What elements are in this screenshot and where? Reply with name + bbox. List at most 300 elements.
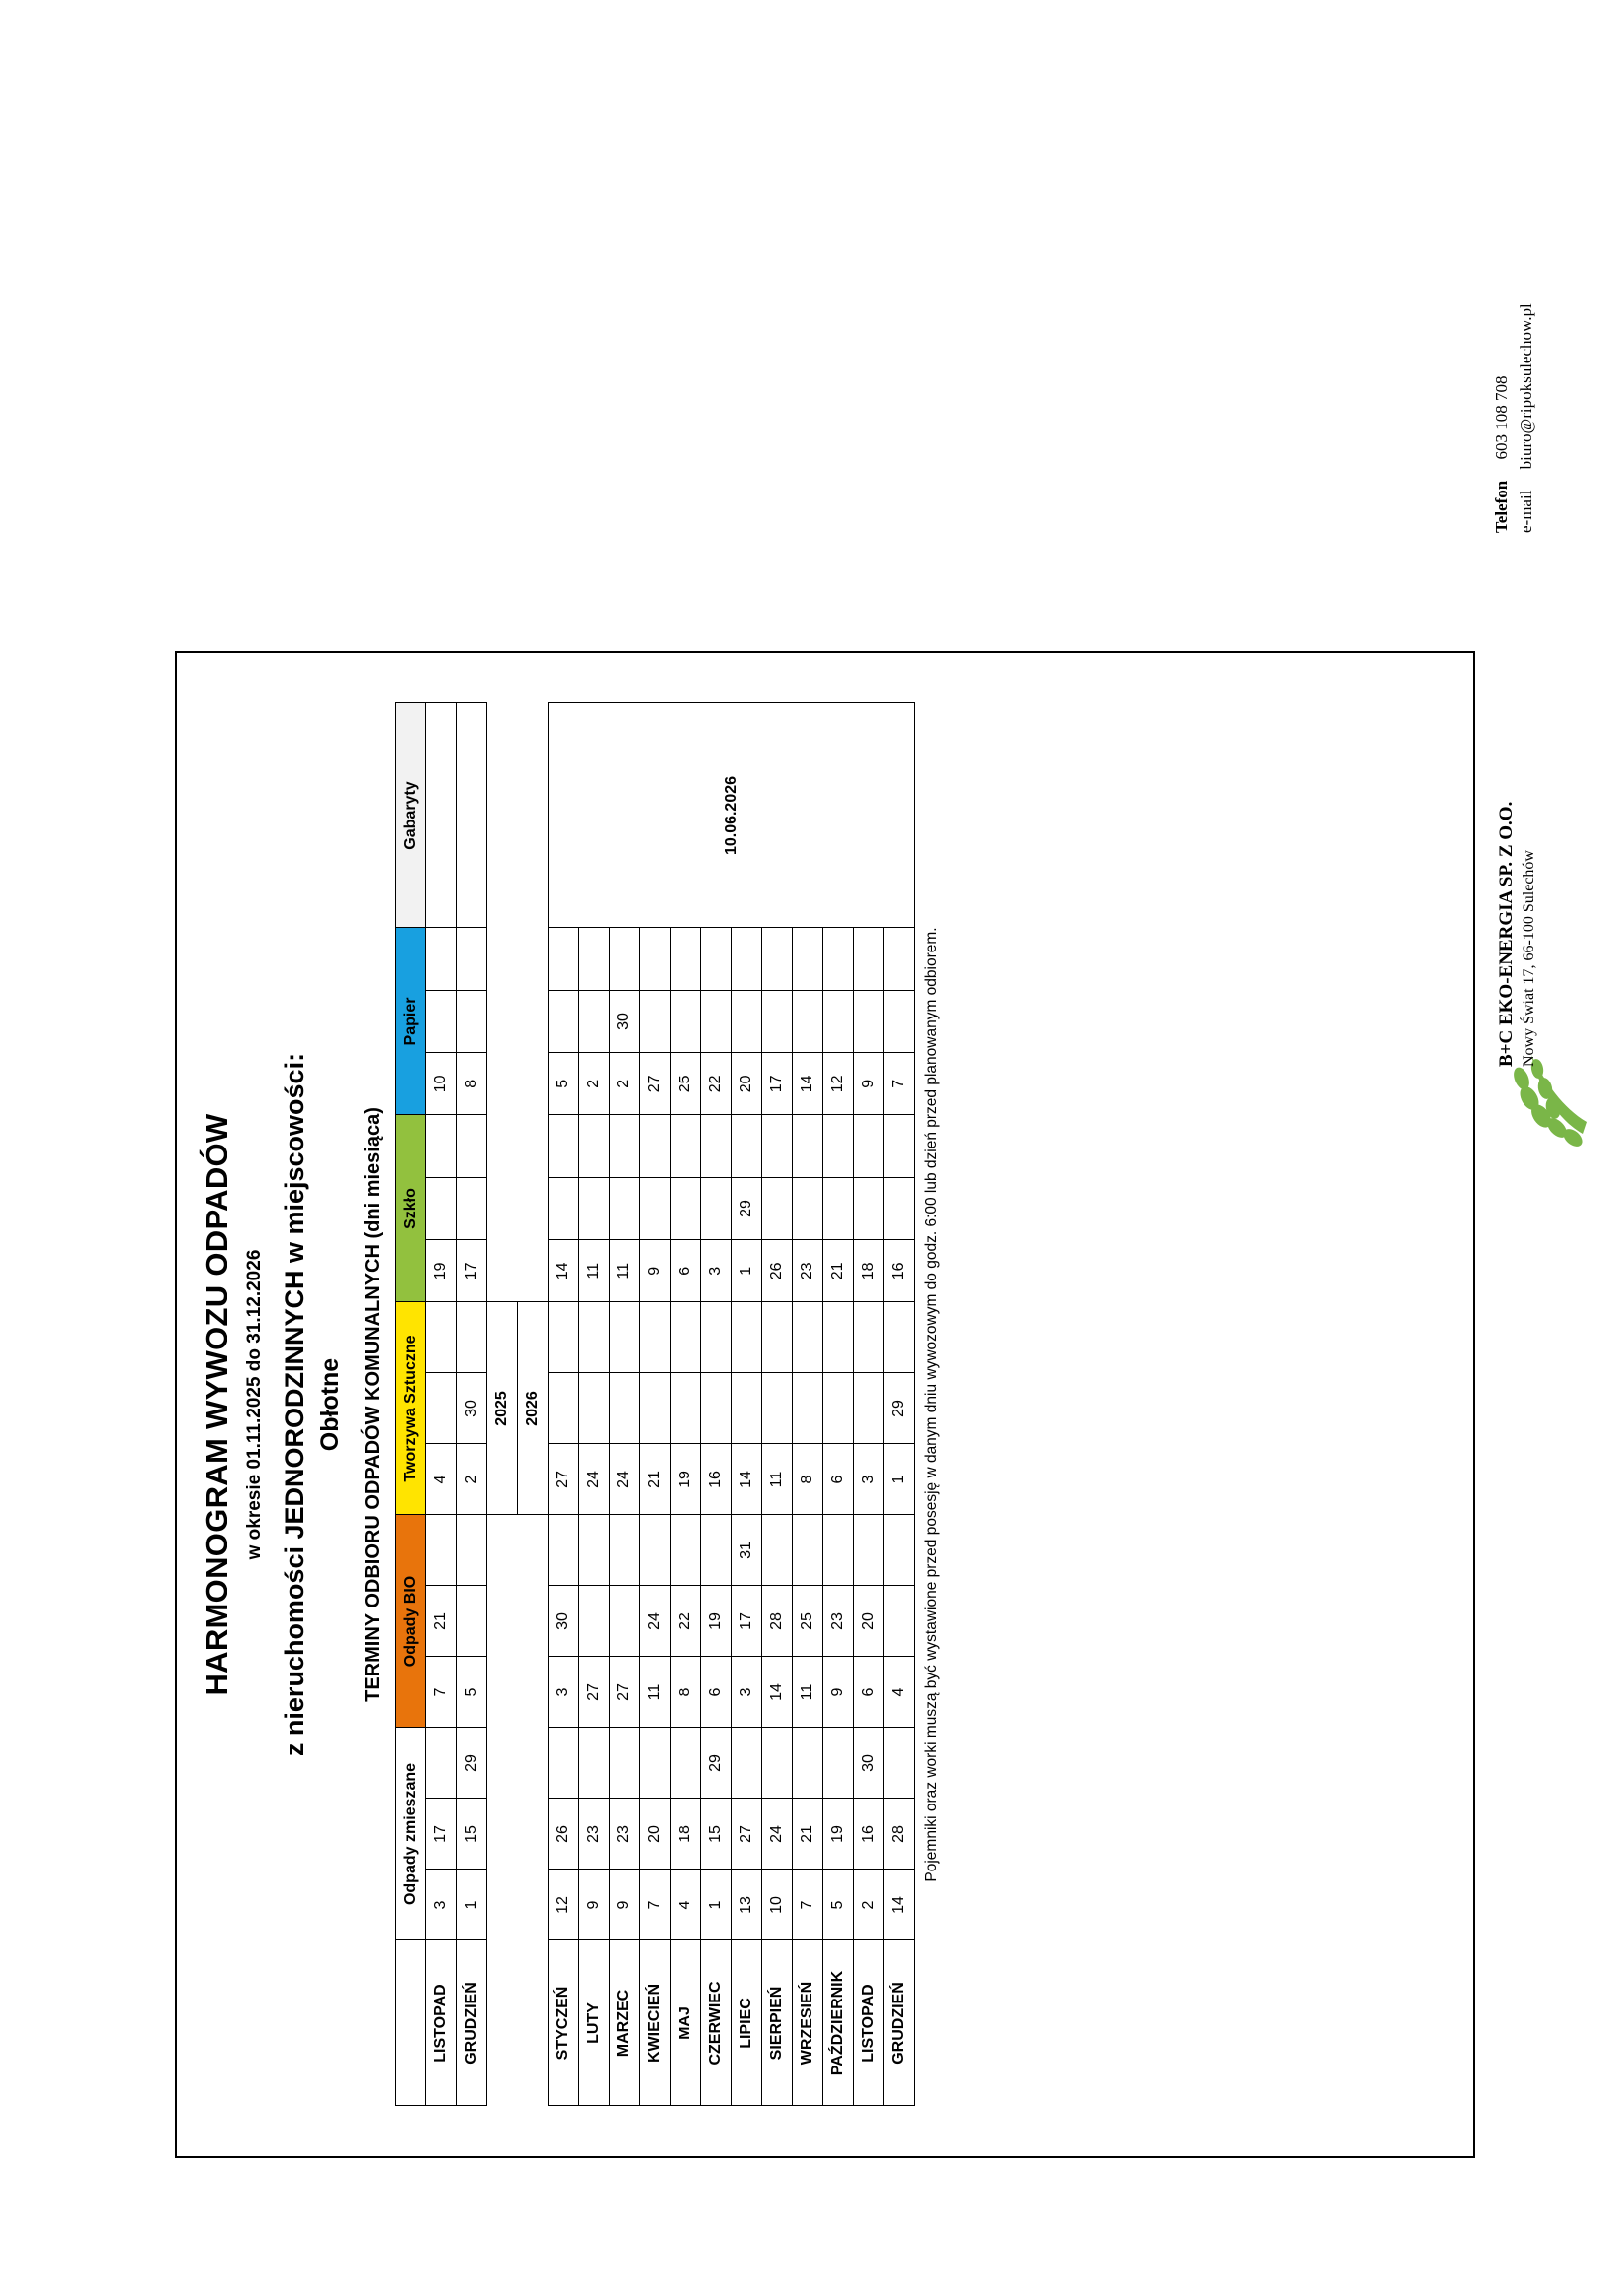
cell-mixed-slot-1: 4 xyxy=(671,1870,700,1940)
cell-paper-slot-3 xyxy=(793,929,822,990)
cell-bio-slot-1: 7 xyxy=(426,1657,456,1728)
cell-plastic-slot-2 xyxy=(823,1373,853,1444)
cell-glass xyxy=(854,1115,884,1302)
cell-plastic-slot-1: 14 xyxy=(732,1444,761,1515)
cell-mixed-slot-3: 30 xyxy=(860,1754,876,1772)
cell-plastic-slot-3 xyxy=(640,1303,670,1373)
year-row-2025 xyxy=(487,703,518,2106)
cell-paper-slot-1: 12 xyxy=(823,1052,853,1114)
cell-paper-slot-2 xyxy=(762,990,792,1052)
cell-plastic-slot-2 xyxy=(610,1373,639,1444)
cell-plastic-slot-2: 30 xyxy=(457,1373,486,1444)
cell-bio-slot-1: 6 xyxy=(854,1657,883,1728)
cell-bio-slot-1: 5 xyxy=(457,1657,486,1728)
cell-bio-slot-2: 20 xyxy=(854,1586,883,1657)
cell-glass-slot-2 xyxy=(549,1177,578,1239)
cell-glass xyxy=(640,1115,671,1302)
row-month-label: LIPIEC xyxy=(732,1940,762,2106)
cell-paper-slot-3 xyxy=(823,929,853,990)
cell-bio-slot-2: 22 xyxy=(671,1586,700,1657)
cell-paper-slot-1: 20 xyxy=(732,1052,761,1114)
cell-paper xyxy=(426,928,457,1115)
cell-bio-slot-3 xyxy=(854,1516,883,1586)
cell-paper xyxy=(762,928,793,1115)
cell-paper xyxy=(671,928,701,1115)
cell-plastic-slot-2: 29 xyxy=(884,1373,914,1444)
cell-glass-slot-1: 21 xyxy=(823,1239,853,1301)
cell-glass-slot-3 xyxy=(426,1116,456,1177)
cell-glass-slot-2 xyxy=(823,1177,853,1239)
cell-plastic-slot-3 xyxy=(671,1303,700,1373)
cell-mixed-slot-3: 29 xyxy=(707,1754,724,1772)
cell-bio xyxy=(579,1515,610,1728)
cell-bio-slot-3 xyxy=(549,1516,578,1586)
cell-mixed-slot-3 xyxy=(762,1729,792,1799)
cell-glass-slot-2 xyxy=(762,1177,792,1239)
year-spacer xyxy=(518,928,549,1115)
row-month-label: GRUDZIEŃ xyxy=(457,1940,487,2106)
cell-glass-slot-1: 19 xyxy=(426,1239,456,1301)
cell-glass-slot-2 xyxy=(671,1177,700,1239)
cell-paper-slot-1: 10 xyxy=(426,1052,456,1114)
cell-paper-slot-2 xyxy=(549,990,578,1052)
cell-bio-slot-2: 28 xyxy=(762,1586,792,1657)
year-spacer xyxy=(487,1728,518,1940)
cell-plastic-slot-3 xyxy=(610,1303,639,1373)
cell-paper-slot-2 xyxy=(823,990,853,1052)
schedule-table xyxy=(395,703,915,2107)
cell-mixed xyxy=(854,1728,884,1940)
cell-mixed-slot-3 xyxy=(823,1729,853,1799)
cell-paper xyxy=(457,928,487,1115)
cell-paper-slot-3 xyxy=(579,929,609,990)
cell-mixed-slot-1: 9 xyxy=(610,1870,639,1940)
row-month-label: MARZEC xyxy=(610,1940,640,2106)
cell-mixed xyxy=(457,1728,487,1940)
cell-glass xyxy=(793,1115,823,1302)
cell-bio xyxy=(762,1515,793,1728)
cell-plastic-slot-1: 8 xyxy=(793,1444,822,1515)
cell-bulky xyxy=(426,703,457,928)
cell-mixed-slot-2: 27 xyxy=(732,1799,761,1870)
cell-paper-slot-2 xyxy=(457,990,486,1052)
header-mixed: Odpady zmieszane xyxy=(396,1728,426,1940)
cell-mixed xyxy=(671,1728,701,1940)
cell-paper-slot-2 xyxy=(854,990,883,1052)
cell-glass-slot-1: 26 xyxy=(762,1239,792,1301)
cell-glass xyxy=(884,1115,915,1302)
period-line: w okresie 01.11.2025 do 31.12.2026 xyxy=(244,1249,265,1560)
cell-paper xyxy=(640,928,671,1115)
property-line: z nieruchomości JEDNORODZINNYCH w miejscowości: xyxy=(280,1052,309,1757)
cell-mixed-slot-3 xyxy=(426,1729,456,1799)
cell-paper-slot-1: 2 xyxy=(610,1052,639,1114)
cell-mixed-slot-2: 16 xyxy=(854,1799,883,1870)
cell-plastic xyxy=(549,1302,579,1515)
cell-bulky xyxy=(457,703,487,928)
cell-mixed-slot-3 xyxy=(640,1729,670,1799)
cell-glass-slot-1: 16 xyxy=(884,1239,914,1301)
cell-paper xyxy=(579,928,610,1115)
cell-bio-slot-2 xyxy=(884,1586,914,1657)
row-month-label: STYCZEŃ xyxy=(549,1940,579,2106)
year-spacer xyxy=(487,1515,518,1728)
cell-bio-slot-3 xyxy=(579,1516,609,1586)
cell-bio-slot-2: 21 xyxy=(426,1586,456,1657)
cell-mixed xyxy=(823,1728,854,1940)
cell-bio-slot-1: 4 xyxy=(884,1657,914,1728)
table-row xyxy=(457,703,487,2106)
cell-paper-slot-3 xyxy=(610,929,639,990)
cell-bio-slot-3 xyxy=(701,1516,731,1586)
cell-bio-slot-2: 25 xyxy=(793,1586,822,1657)
cell-plastic xyxy=(701,1302,732,1515)
cell-glass-slot-3 xyxy=(732,1116,761,1177)
cell-plastic xyxy=(793,1302,823,1515)
cell-mixed-slot-1: 12 xyxy=(549,1870,578,1940)
cell-glass-slot-1: 18 xyxy=(854,1239,883,1301)
cell-bio-slot-1: 11 xyxy=(793,1657,822,1728)
cell-glass-slot-3 xyxy=(671,1116,700,1177)
year-spacer xyxy=(487,703,518,928)
cell-bio-slot-3 xyxy=(640,1516,670,1586)
cell-mixed xyxy=(732,1728,762,1940)
cell-plastic-slot-2 xyxy=(854,1373,883,1444)
cell-paper-slot-1: 27 xyxy=(640,1052,670,1114)
cell-mixed-slot-1: 5 xyxy=(823,1870,853,1940)
cell-glass-slot-3 xyxy=(854,1116,883,1177)
cell-plastic-slot-3 xyxy=(793,1303,822,1373)
cell-plastic-slot-2 xyxy=(701,1373,731,1444)
cell-mixed xyxy=(426,1728,457,1940)
row-month-label: LISTOPAD xyxy=(426,1940,457,2106)
cell-paper-slot-1: 5 xyxy=(549,1052,578,1114)
cell-plastic-slot-3 xyxy=(457,1303,486,1373)
cell-mixed-slot-2: 18 xyxy=(671,1799,700,1870)
cell-bio xyxy=(610,1515,640,1728)
cell-glass xyxy=(701,1115,732,1302)
cell-mixed-slot-1: 1 xyxy=(457,1870,486,1940)
cell-bio-slot-1: 9 xyxy=(823,1657,853,1728)
cell-mixed-slot-1: 9 xyxy=(579,1870,609,1940)
cell-plastic-slot-3 xyxy=(884,1303,914,1373)
email-value: biuro@ripoksulechow.pl xyxy=(1516,303,1535,470)
cell-plastic xyxy=(610,1302,640,1515)
cell-bio xyxy=(732,1515,762,1728)
cell-bio-slot-2: 23 xyxy=(823,1586,853,1657)
cell-glass-slot-1: 14 xyxy=(549,1239,578,1301)
cell-glass-slot-2 xyxy=(793,1177,822,1239)
cell-paper-slot-3 xyxy=(640,929,670,990)
cell-mixed-slot-2: 26 xyxy=(549,1799,578,1870)
cell-mixed-slot-2: 15 xyxy=(701,1799,731,1870)
cell-mixed-slot-1: 14 xyxy=(884,1870,914,1940)
cell-paper-slot-3 xyxy=(457,929,486,990)
cell-bio xyxy=(823,1515,854,1728)
year-row-2026 xyxy=(518,703,549,2106)
cell-bio-slot-1: 14 xyxy=(762,1657,792,1728)
year-spacer xyxy=(487,1115,518,1302)
cell-glass-slot-3 xyxy=(610,1116,639,1177)
row-month-label: SIERPIEŃ xyxy=(762,1940,793,2106)
cell-bio xyxy=(671,1515,701,1728)
cell-bio-slot-2: 17 xyxy=(732,1586,761,1657)
cell-glass-slot-3 xyxy=(579,1116,609,1177)
cell-paper-slot-2 xyxy=(793,990,822,1052)
year-spacer xyxy=(518,1728,549,1940)
cell-mixed-slot-2: 23 xyxy=(610,1799,639,1870)
header-glass: Szkło xyxy=(396,1115,426,1302)
cell-glass xyxy=(671,1115,701,1302)
cell-paper-slot-1: 22 xyxy=(701,1052,731,1114)
year-label: 2026 xyxy=(518,1302,549,1515)
cell-bio-slot-3 xyxy=(884,1516,914,1586)
cell-paper-slot-2 xyxy=(640,990,670,1052)
cell-glass-slot-1: 11 xyxy=(579,1239,609,1301)
cell-glass xyxy=(732,1115,762,1302)
cell-plastic-slot-3 xyxy=(762,1303,792,1373)
cell-paper-slot-1: 9 xyxy=(854,1052,883,1114)
year-label: 2025 xyxy=(487,1302,518,1515)
cell-paper-slot-1: 2 xyxy=(579,1052,609,1114)
cell-glass xyxy=(762,1115,793,1302)
cell-mixed xyxy=(762,1728,793,1940)
footer-block xyxy=(1482,0,1620,2296)
cell-mixed-slot-1: 2 xyxy=(854,1870,883,1940)
cell-mixed-slot-2: 28 xyxy=(884,1799,914,1870)
cell-glass-slot-3 xyxy=(793,1116,822,1177)
cell-bio-slot-3: 31 xyxy=(738,1542,754,1559)
cell-paper xyxy=(823,928,854,1115)
cell-mixed-slot-3 xyxy=(884,1729,914,1799)
cell-paper-slot-2 xyxy=(426,990,456,1052)
cell-glass xyxy=(579,1115,610,1302)
cell-plastic-slot-3 xyxy=(732,1303,761,1373)
cell-mixed-slot-1: 13 xyxy=(732,1870,761,1940)
cell-bio-slot-1: 3 xyxy=(549,1657,578,1728)
cell-paper-slot-3 xyxy=(671,929,700,990)
cell-plastic-slot-3 xyxy=(549,1303,578,1373)
cell-glass-slot-1: 23 xyxy=(793,1239,822,1301)
cell-plastic-slot-3 xyxy=(426,1303,456,1373)
cell-mixed-slot-1: 7 xyxy=(640,1870,670,1940)
cell-mixed-slot-2: 17 xyxy=(426,1799,456,1870)
cell-glass-slot-2 xyxy=(701,1177,731,1239)
cell-glass-slot-1: 3 xyxy=(701,1239,731,1301)
cell-glass-slot-3 xyxy=(823,1116,853,1177)
cell-paper-slot-2 xyxy=(732,990,761,1052)
header-paper: Papier xyxy=(396,928,426,1115)
cell-paper-slot-1: 17 xyxy=(762,1052,792,1114)
cell-plastic-slot-3 xyxy=(579,1303,609,1373)
cell-plastic xyxy=(457,1302,487,1515)
cell-paper xyxy=(884,928,915,1115)
cell-glass-slot-3 xyxy=(701,1116,731,1177)
cell-plastic-slot-1: 19 xyxy=(671,1444,700,1515)
cell-bio-slot-3 xyxy=(823,1516,853,1586)
table-row xyxy=(549,703,579,2106)
cell-plastic-slot-1: 16 xyxy=(701,1444,731,1515)
row-month-label: LUTY xyxy=(579,1940,610,2106)
cell-bio-slot-2: 24 xyxy=(640,1586,670,1657)
cell-bulky-date: 10.06.2026 xyxy=(549,703,915,928)
cell-glass xyxy=(457,1115,487,1302)
cell-mixed-slot-3 xyxy=(793,1729,822,1799)
cell-glass-slot-2 xyxy=(579,1177,609,1239)
cell-paper-slot-2 xyxy=(884,990,914,1052)
cell-glass-slot-3 xyxy=(457,1116,486,1177)
section-header: TERMINY ODBIORU ODPADÓW KOMUNALNYCH (dni miesiąca) xyxy=(362,1107,384,1702)
cell-paper-slot-3 xyxy=(884,929,914,990)
cell-paper-slot-3 xyxy=(854,929,883,990)
cell-glass-slot-1: 9 xyxy=(640,1239,670,1301)
row-month-label: LISTOPAD xyxy=(854,1940,884,2106)
cell-bio-slot-2 xyxy=(610,1586,639,1657)
cell-paper xyxy=(549,928,579,1115)
cell-glass-slot-1: 17 xyxy=(457,1239,486,1301)
cell-paper xyxy=(701,928,732,1115)
cell-paper-slot-3 xyxy=(549,929,578,990)
cell-mixed-slot-3: 29 xyxy=(463,1754,480,1772)
table-row xyxy=(426,703,457,2106)
cell-glass-slot-2 xyxy=(457,1177,486,1239)
cell-plastic-slot-1: 11 xyxy=(762,1444,792,1515)
year-spacer xyxy=(518,1515,549,1728)
cell-bio-slot-1: 27 xyxy=(579,1657,609,1728)
row-month-label: GRUDZIEŃ xyxy=(884,1940,915,2106)
cell-mixed xyxy=(640,1728,671,1940)
email-label: e-mail xyxy=(1516,490,1535,533)
cell-bio-slot-1: 11 xyxy=(640,1657,670,1728)
cell-bio-slot-1: 6 xyxy=(701,1657,731,1728)
cell-glass xyxy=(549,1115,579,1302)
company-info xyxy=(1496,802,1538,1067)
cell-glass-slot-2 xyxy=(640,1177,670,1239)
contact-info xyxy=(1490,303,1538,533)
cell-plastic-slot-2 xyxy=(762,1373,792,1444)
table-body xyxy=(426,703,915,2106)
cell-bio xyxy=(793,1515,823,1728)
cell-bio-slot-2 xyxy=(579,1586,609,1657)
footnote: Pojemniki oraz worki muszą być wystawione przed posesję w danym dniu wywozowym do godz. 6:00 lub dzień przed planowanym odbiorem. xyxy=(923,927,940,1882)
row-month-label: CZERWIEC xyxy=(701,1940,732,2106)
cell-plastic xyxy=(854,1302,884,1515)
cell-plastic-slot-3 xyxy=(823,1303,853,1373)
cell-glass-slot-2 xyxy=(884,1177,914,1239)
year-spacer xyxy=(518,703,549,928)
cell-paper-slot-1: 25 xyxy=(671,1052,700,1114)
schedule-frame xyxy=(175,651,1475,2158)
cell-bio-slot-2: 30 xyxy=(549,1586,578,1657)
cell-glass-slot-3 xyxy=(549,1116,578,1177)
header-plastic: Tworzywa Sztuczne xyxy=(396,1302,426,1515)
cell-paper xyxy=(732,928,762,1115)
cell-paper-slot-3 xyxy=(426,929,456,990)
cell-plastic-slot-2 xyxy=(793,1373,822,1444)
cell-bio xyxy=(640,1515,671,1728)
header-bulky: Gabaryty xyxy=(396,703,426,928)
page-title: HARMONOGRAM WYWOZU ODPADÓW xyxy=(199,1113,233,1696)
cell-bio xyxy=(426,1515,457,1728)
cell-glass-slot-3 xyxy=(884,1116,914,1177)
cell-plastic-slot-2 xyxy=(549,1373,578,1444)
cell-glass-slot-2 xyxy=(610,1177,639,1239)
cell-plastic-slot-1: 24 xyxy=(610,1444,639,1515)
company-address: Nowy Świat 17, 66-100 Sulechów xyxy=(1521,850,1537,1067)
cell-mixed xyxy=(579,1728,610,1940)
cell-plastic-slot-3 xyxy=(854,1303,883,1373)
cell-plastic-slot-1: 6 xyxy=(823,1444,853,1515)
cell-paper-slot-2: 30 xyxy=(610,990,639,1052)
cell-bio-slot-1: 3 xyxy=(732,1657,761,1728)
cell-bio-slot-2 xyxy=(457,1586,486,1657)
cell-mixed xyxy=(793,1728,823,1940)
row-month-label: WRZESIEŃ xyxy=(793,1940,823,2106)
phone-label: Telefon xyxy=(1492,480,1511,533)
cell-bio-slot-3 xyxy=(457,1516,486,1586)
cell-glass-slot-3 xyxy=(762,1116,792,1177)
cell-plastic-slot-1: 27 xyxy=(549,1444,578,1515)
cell-paper-slot-2 xyxy=(671,990,700,1052)
phone-value: 603 108 708 xyxy=(1492,375,1511,460)
cell-plastic-slot-1: 4 xyxy=(426,1444,456,1515)
year-spacer xyxy=(518,1115,549,1302)
cell-glass xyxy=(610,1115,640,1302)
cell-paper-slot-1: 14 xyxy=(793,1052,822,1114)
cell-plastic xyxy=(579,1302,610,1515)
cell-plastic xyxy=(732,1302,762,1515)
cell-mixed-slot-2: 19 xyxy=(823,1799,853,1870)
header-bio: Odpady BIO xyxy=(396,1515,426,1728)
cell-plastic xyxy=(884,1302,915,1515)
cell-plastic-slot-2 xyxy=(640,1373,670,1444)
cell-plastic-slot-1: 1 xyxy=(884,1444,914,1515)
cell-mixed-slot-2: 24 xyxy=(762,1799,792,1870)
cell-mixed-slot-3 xyxy=(579,1729,609,1799)
cell-bio xyxy=(701,1515,732,1728)
cell-mixed xyxy=(549,1728,579,1940)
cell-bio-slot-3 xyxy=(671,1516,700,1586)
year-spacer xyxy=(487,1940,518,2106)
cell-plastic-slot-2 xyxy=(671,1373,700,1444)
company-name: B+C EKO-ENERGIA SP. Z O.O. xyxy=(1496,801,1517,1067)
cell-glass xyxy=(426,1115,457,1302)
cell-glass-slot-1: 6 xyxy=(671,1239,700,1301)
cell-mixed xyxy=(701,1728,732,1940)
cell-plastic-slot-2 xyxy=(426,1373,456,1444)
cell-plastic-slot-3 xyxy=(701,1303,731,1373)
cell-paper-slot-3 xyxy=(701,929,731,990)
cell-bio-slot-3 xyxy=(793,1516,822,1586)
cell-mixed-slot-1: 1 xyxy=(701,1870,731,1940)
cell-mixed-slot-2: 21 xyxy=(793,1799,822,1870)
cell-bio-slot-1: 8 xyxy=(671,1657,700,1728)
cell-paper-slot-3 xyxy=(732,929,761,990)
cell-paper xyxy=(793,928,823,1115)
cell-plastic xyxy=(426,1302,457,1515)
cell-plastic xyxy=(671,1302,701,1515)
cell-bio-slot-2: 19 xyxy=(701,1586,731,1657)
cell-bio xyxy=(549,1515,579,1728)
cell-glass-slot-3 xyxy=(640,1116,670,1177)
cell-plastic-slot-1: 21 xyxy=(640,1444,670,1515)
cell-mixed-slot-3 xyxy=(732,1729,761,1799)
cell-bio xyxy=(884,1515,915,1728)
cell-bio xyxy=(457,1515,487,1728)
row-month-label: PAŹDZIERNIK xyxy=(823,1940,854,2106)
cell-glass-slot-1: 1 xyxy=(732,1239,761,1301)
cell-bio-slot-3 xyxy=(426,1516,456,1586)
